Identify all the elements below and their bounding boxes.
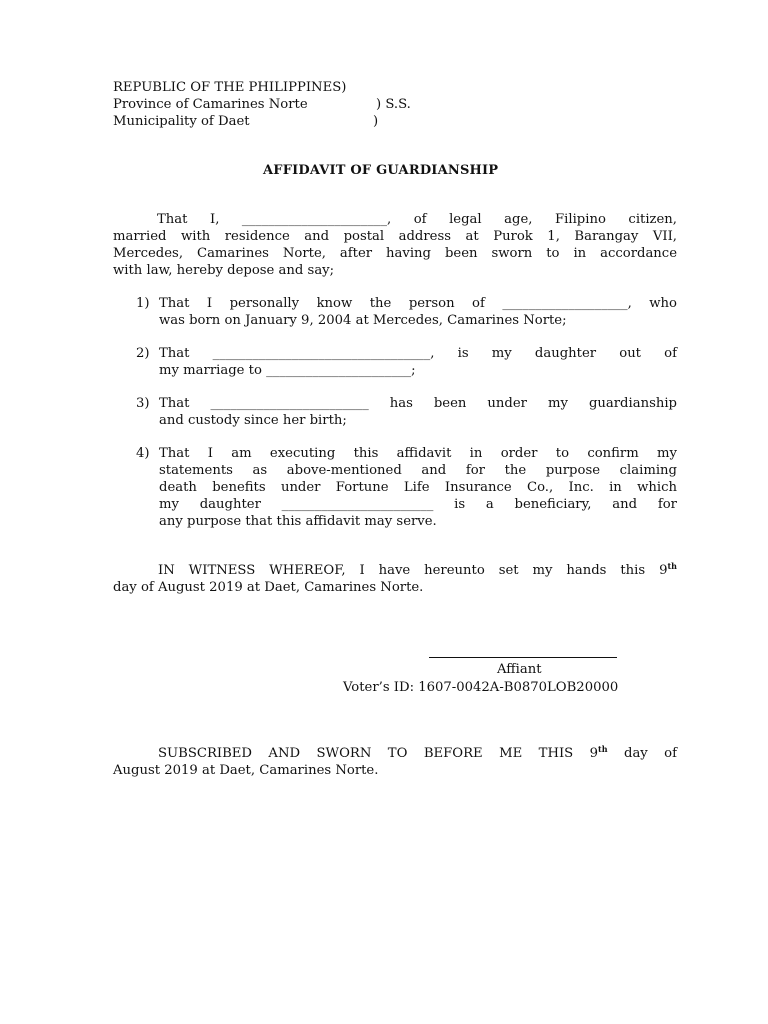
witness-line-2: day of August 2019 at Daet, Camarines Norte. [113,580,424,595]
witness-ordinal-suffix: th [667,561,677,571]
intro-line-2: married with residence and postal address at Purok 1, Barangay VII, [113,229,677,244]
item-4-line-5: any purpose that this affidavit may serve. [159,514,437,529]
header-line-province: Province of Camarines Norte [113,97,308,112]
item-3-line-1: That ________________________ has been under my guardianship [159,396,677,411]
jurat-line-1: SUBSCRIBED AND SWORN TO BEFORE ME THIS 9th day of [158,744,678,761]
item-4-line-4: my daughter _______________________ is a beneficiary, and for [159,497,677,512]
jurat-ordinal-suffix: th [598,744,608,754]
item-1-line-1: That I personally know the person of ___________________, who [159,296,677,311]
item-number-3: 3) [136,396,150,411]
intro-line-1: That I, ______________________, of legal age, Filipino citizen, [157,212,677,227]
signature-line [429,657,617,658]
witness-line-1: IN WITNESS WHEREOF, I have hereunto set my hands this 9th [158,561,677,578]
item-2-line-1: That _________________________________, is my daughter out of [159,346,677,361]
header-ss: ) S.S. [376,97,411,112]
affiant-label: Affiant [497,662,542,677]
voter-id: Voter’s ID: 1607-0042A-B0870LOB20000 [343,680,619,695]
document-title: AFFIDAVIT OF GUARDIANSHIP [263,163,499,178]
item-4-line-2: statements as above-mentioned and for the purpose claiming [159,463,677,478]
item-4-line-1: That I am executing this affidavit in order to confirm my [159,446,677,461]
intro-line-3: Mercedes, Camarines Norte, after having been sworn to in accordance [113,246,677,261]
item-number-4: 4) [136,446,150,461]
item-4-line-3: death benefits under Fortune Life Insurance Co., Inc. in which [159,480,677,495]
item-1-line-2: was born on January 9, 2004 at Mercedes, Camarines Norte; [159,313,567,328]
header-paren: ) [373,114,379,129]
item-number-1: 1) [136,296,150,311]
item-number-2: 2) [136,346,150,361]
header-line-republic: REPUBLIC OF THE PHILIPPINES) [113,80,347,95]
header-line-municipality: Municipality of Daet [113,114,250,129]
jurat-line-2: August 2019 at Daet, Camarines Norte. [113,763,379,778]
item-3-line-2: and custody since her birth; [159,413,347,428]
item-2-line-2: my marriage to ______________________; [159,363,416,378]
intro-line-4: with law, hereby depose and say; [113,263,335,278]
